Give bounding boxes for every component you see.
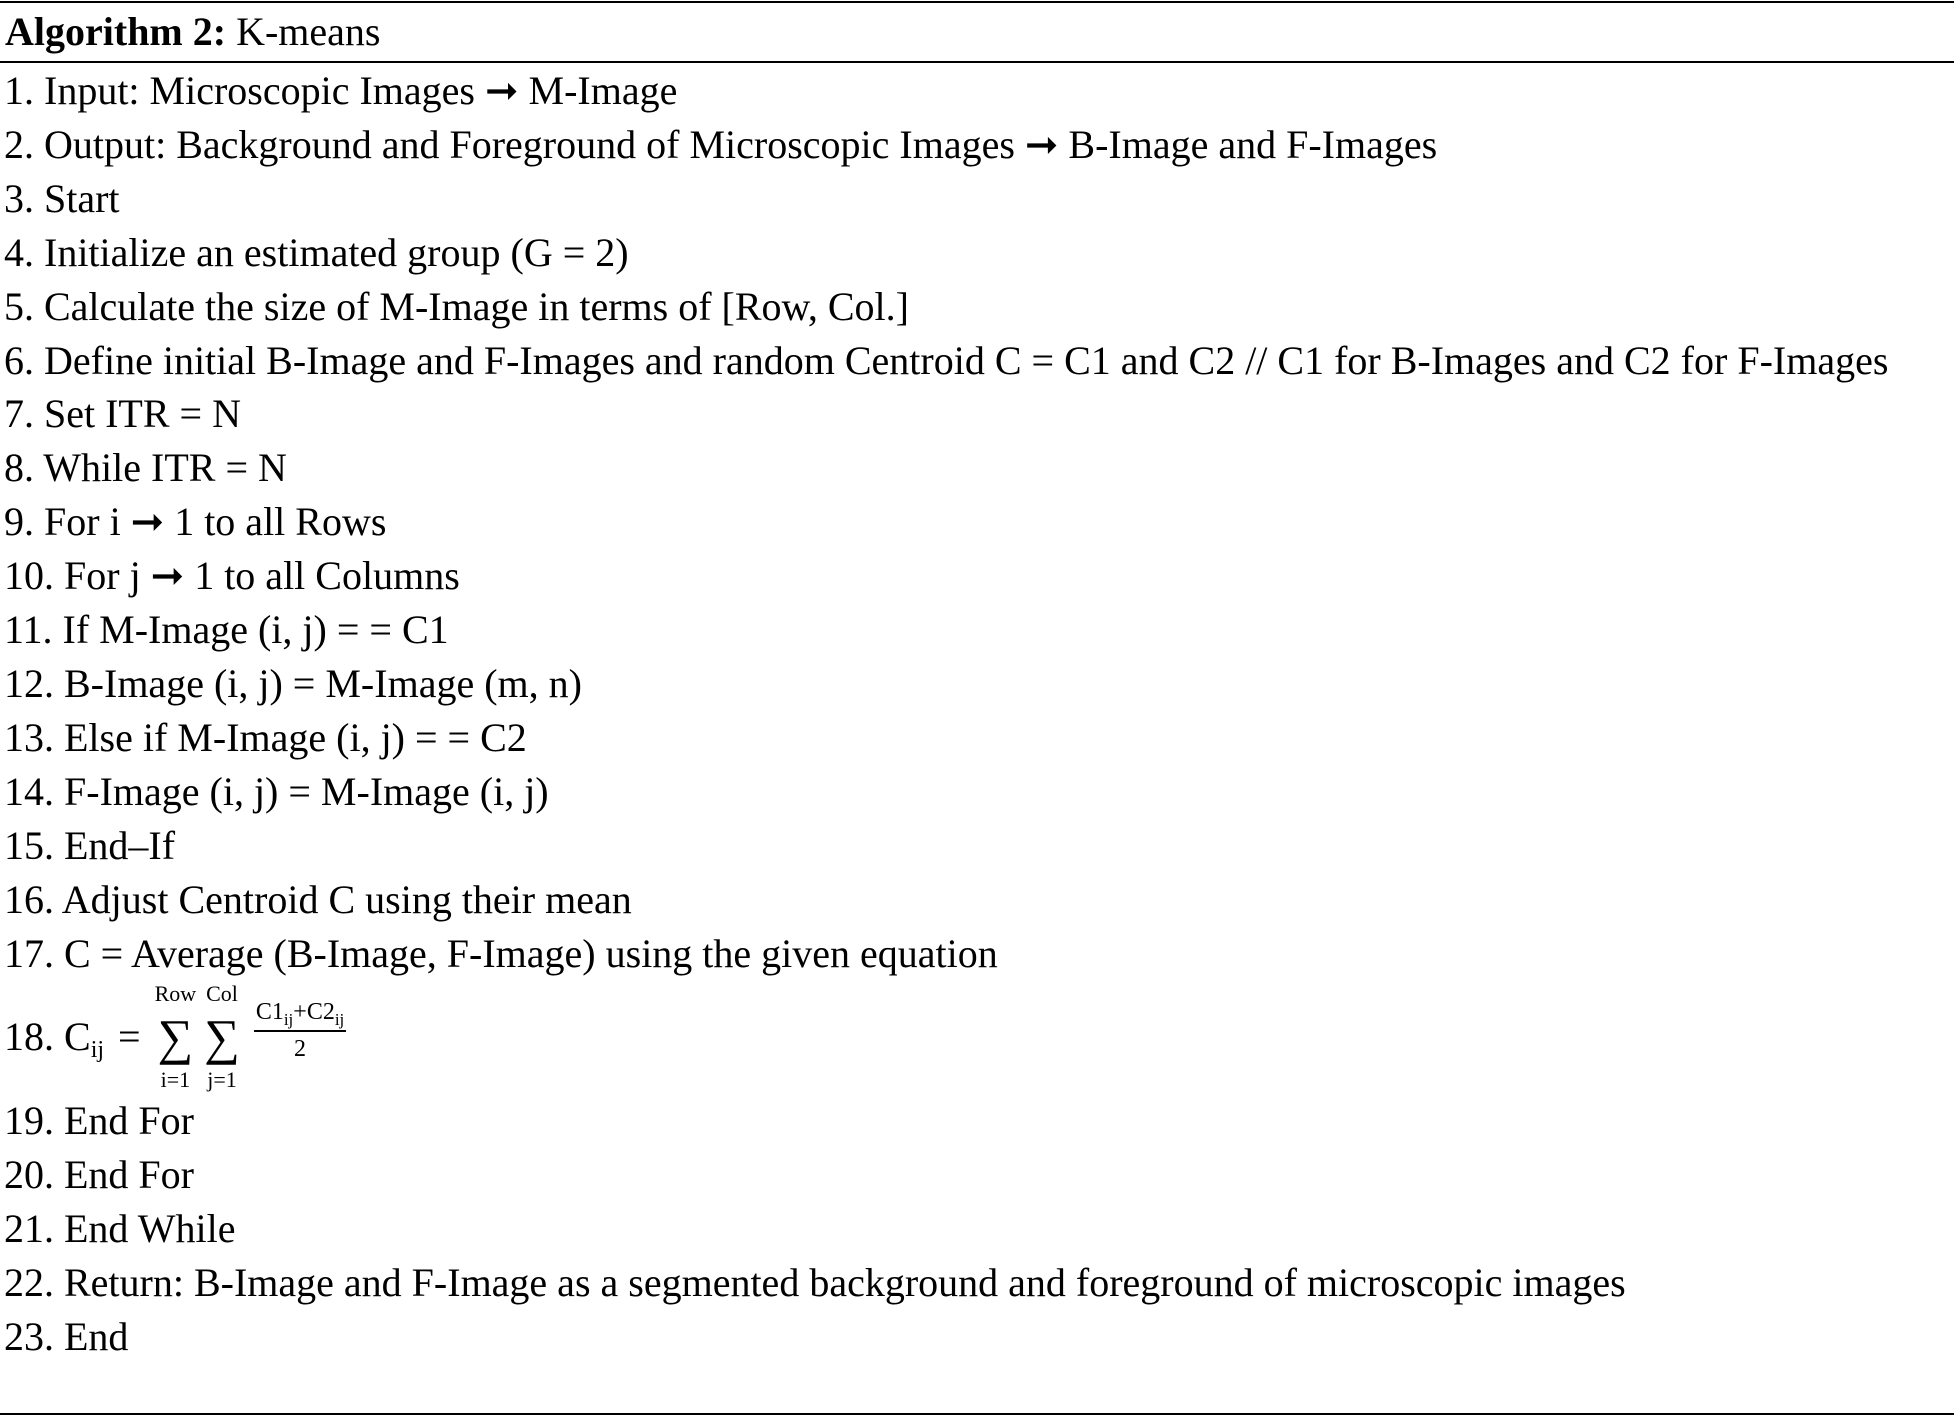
algorithm-body [4, 64, 1954, 1364]
formula-equals: = [118, 1014, 141, 1060]
algorithm-step: 15. End–If [4, 822, 176, 868]
numerator-c1-sub: ij [283, 1009, 294, 1029]
algorithm-step: 8. While ITR = N [4, 445, 287, 491]
algorithm-title: K-means [236, 9, 381, 54]
algorithm-step: 6. Define initial B-Image and F-Images and random Centroid C = C1 and C2 // C1 for B-Images and C2 for F-Images [4, 337, 1889, 383]
algorithm-step: 16. Adjust Centroid C using their mean [4, 876, 632, 922]
algorithm-step: 22. Return: B-Image and F-Image as a segmented background and foreground of microscopic images [4, 1260, 1626, 1306]
algorithm-step: 11. If M-Image (i, j) = = C1 [4, 607, 449, 653]
sum-rows-upper: Row [154, 981, 197, 1007]
algorithm-step: 7. Set ITR = N [4, 391, 241, 437]
header-rule [0, 61, 1954, 63]
numerator-c1: C1 [255, 999, 284, 1025]
algorithm-step: 17. C = Average (B-Image, F-Image) using the given equation [4, 930, 998, 976]
formula-lhs-subscript: ij [90, 1037, 105, 1064]
algorithm-step: 1. Input: Microscopic Images ➞ M-Image [4, 68, 678, 113]
algorithm-header [5, 4, 380, 60]
algorithm-step: 10. For j ➞ 1 to all Columns [4, 553, 460, 599]
algorithm-step: 3. Start [4, 175, 120, 221]
sigma-symbol: ∑ [204, 1009, 240, 1066]
numerator-c2-sub: ij [334, 1009, 345, 1029]
fraction-numerator [254, 997, 346, 1032]
sum-cols-lower: j=1 [207, 1067, 237, 1093]
algorithm-label: Algorithm 2: [5, 9, 227, 54]
sum-rows [155, 982, 197, 1092]
top-rule [0, 1, 1954, 3]
algorithm-step: 19. End For [4, 1098, 194, 1144]
algorithm-step: 12. B-Image (i, j) = M-Image (m, n) [4, 660, 582, 706]
sum-cols [204, 982, 240, 1092]
numerator-c2: +C2 [293, 999, 335, 1025]
formula-lhs: C [64, 1014, 91, 1060]
formula-line [4, 980, 1954, 1094]
sigma-symbol: ∑ [157, 1009, 194, 1066]
bottom-rule [0, 1413, 1954, 1415]
fraction-denominator: 2 [294, 1035, 307, 1062]
sum-cols-upper: Col [206, 981, 238, 1007]
algorithm-step: 4. Initialize an estimated group (G = 2) [4, 229, 629, 275]
algorithm-step: 13. Else if M-Image (i, j) = = C2 [4, 714, 527, 760]
sum-rows-lower: i=1 [160, 1067, 191, 1093]
algorithm-step: 23. End [4, 1314, 129, 1360]
algorithm-step: 9. For i ➞ 1 to all Rows [4, 499, 387, 545]
formula-fraction [254, 997, 346, 1064]
formula-step-number: 18. [4, 1014, 54, 1060]
algorithm-step: 2. Output: Background and Foreground of Microscopic Images ➞ B-Image and F-Images [4, 121, 1438, 167]
algorithm-step: 20. End For [4, 1152, 194, 1198]
algorithm-step: 14. F-Image (i, j) = M-Image (i, j) [4, 768, 549, 814]
algorithm-step: 21. End While [4, 1206, 236, 1252]
algorithm-step: 5. Calculate the size of M-Image in terms of [Row, Col.] [4, 283, 909, 329]
